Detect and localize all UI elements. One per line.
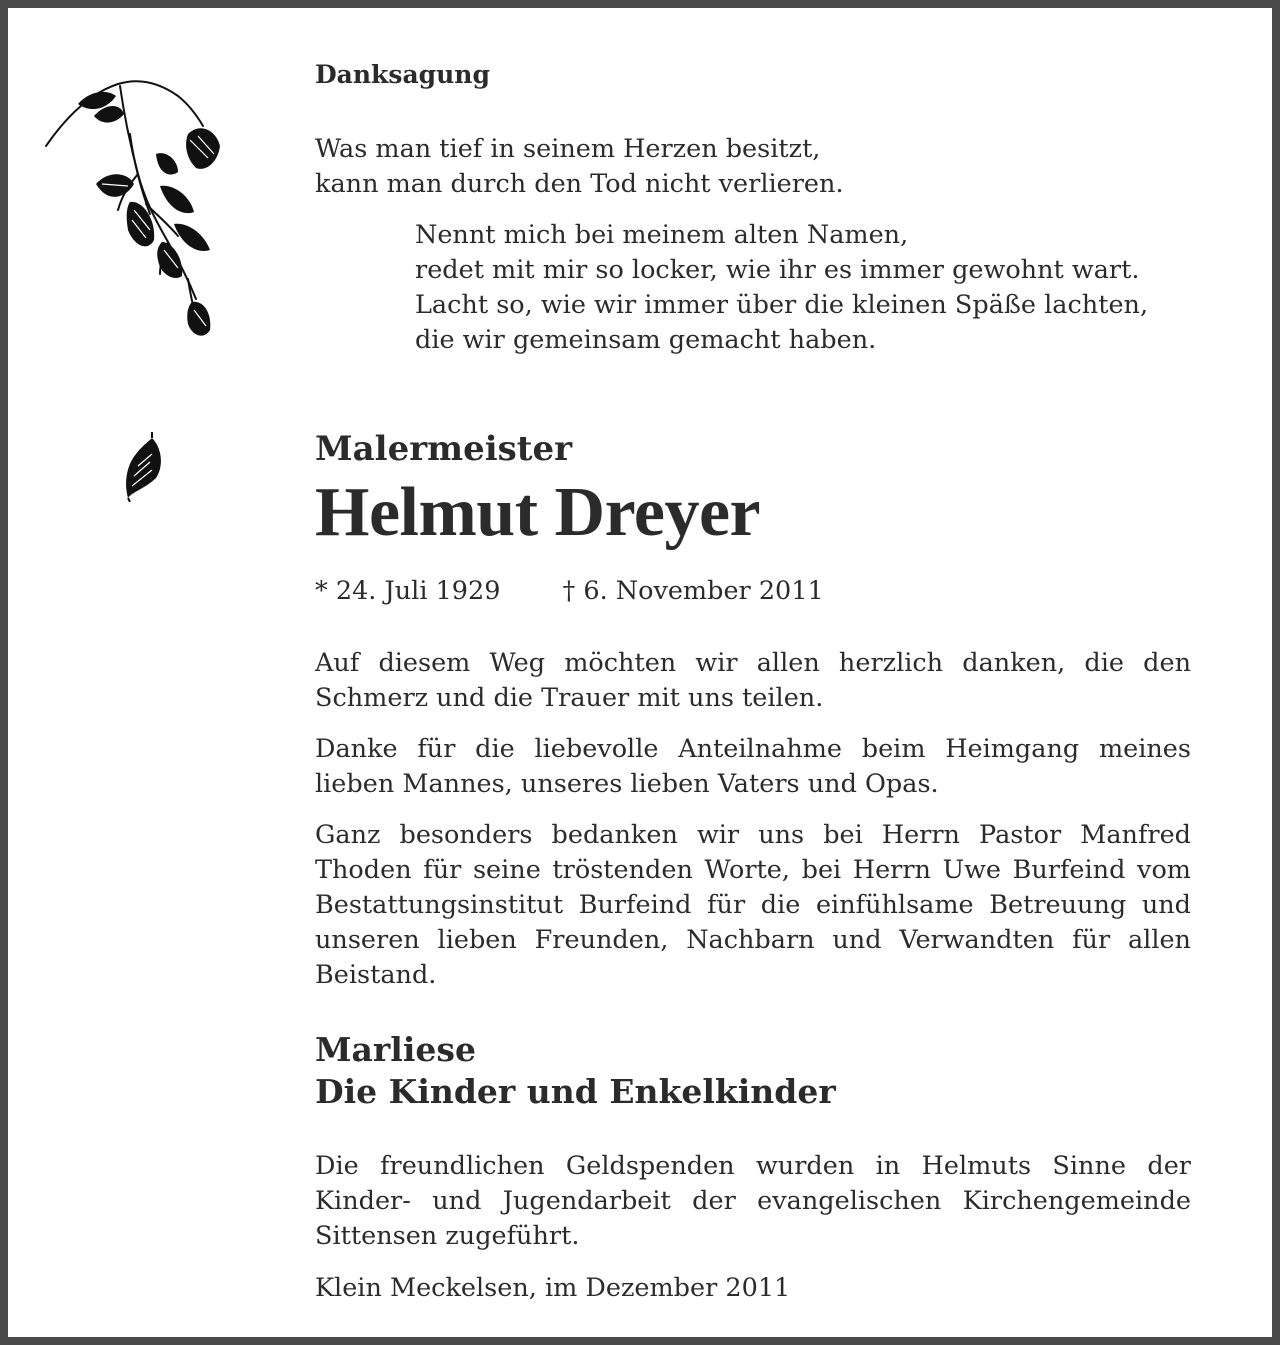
thanks-paragraph: Danke für die liebevolle Anteilnahme beim Heimgang meines lieben Mannes, unseres lieben Vaters und Opas. [315,734,1191,799]
quote-primary [315,132,1191,202]
place-date: Klein Meckelsen, im Dezember 2011 [315,1273,791,1303]
birch-branch-icon [38,74,238,354]
deceased-title: Malermeister [315,429,573,469]
deceased-name: Helmut Dreyer [315,474,761,551]
signer-name: Die Kinder und Enkelkinder [315,1072,836,1111]
birth-date: * 24. Juli 1929 [315,576,501,606]
quote-line: Nennt mich bei meinem alten Namen, [415,220,909,250]
signers [315,1029,1191,1113]
life-dates [315,574,1191,608]
notice-heading: Danksagung [315,60,490,89]
death-date: † 6. November 2011 [562,576,824,606]
notice-content [315,58,1191,1306]
quote-line: redet mit mir so locker, wie ihr es immer gewohnt wart. [415,255,1140,285]
thanks-paragraph: Ganz besonders bedanken wir uns bei Herrn Pastor Manfred Thoden für seine tröstenden Worte, bei Herrn Uwe Burfeind vom Bestattungsinstitut Burfeind für die einfühlsame Betreuung und unseren lieben Freunden, Nachbarn und Verwandten für allen Beistand. [315,820,1191,990]
falling-leaf-icon [116,426,172,502]
quote-line: Was man tief in seinem Herzen besitzt, [315,134,821,164]
quote-line: Lacht so, wie wir immer über die kleinen Späße lachten, [415,290,1149,320]
signer-name: Marliese [315,1030,476,1069]
thanks-paragraph: Auf diesem Weg möchten wir allen herzlich danken, die den Schmerz und die Trauer mit uns teilen. [315,648,1191,713]
quote-line: kann man durch den Tod nicht verlieren. [315,169,844,199]
quote-secondary [415,218,1191,358]
donation-note: Die freundlichen Geldspenden wurden in Helmuts Sinne der Kinder- und Jugendarbeit der evangelischen Kirchengemeinde Sittensen zugeführt. [315,1151,1191,1251]
quote-line: die wir gemeinsam gemacht haben. [415,325,877,355]
